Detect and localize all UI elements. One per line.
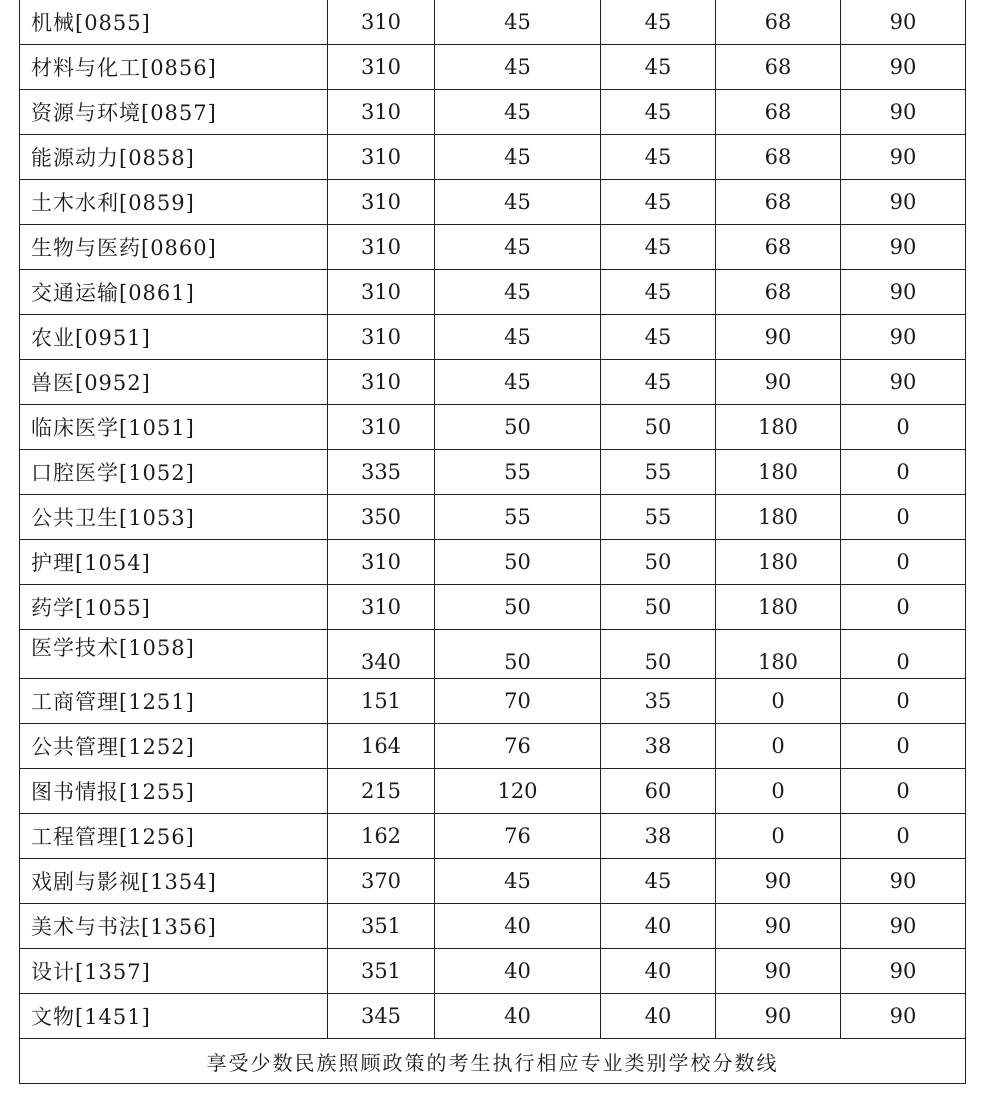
score-cell-3: 90 xyxy=(716,994,841,1039)
score-cell-1: 45 xyxy=(435,180,601,225)
score-cell-1: 45 xyxy=(435,45,601,90)
subject-name-cell: 机械[0855] xyxy=(20,0,328,45)
table-row xyxy=(20,495,966,540)
score-cell-4: 90 xyxy=(841,0,966,45)
table-row xyxy=(20,180,966,225)
total-score-cell: 310 xyxy=(328,315,435,360)
score-cell-1: 45 xyxy=(435,225,601,270)
score-cell-2: 55 xyxy=(601,450,716,495)
table-row xyxy=(20,270,966,315)
score-cell-1: 50 xyxy=(435,630,601,679)
score-cell-1: 50 xyxy=(435,585,601,630)
table-row xyxy=(20,360,966,405)
score-cell-1: 50 xyxy=(435,405,601,450)
total-score-cell: 215 xyxy=(328,769,435,814)
score-cell-4: 90 xyxy=(841,135,966,180)
subject-name-cell: 公共管理[1252] xyxy=(20,724,328,769)
score-cell-3: 90 xyxy=(716,859,841,904)
subject-name-cell: 药学[1055] xyxy=(20,585,328,630)
total-score-cell: 310 xyxy=(328,405,435,450)
score-cell-4: 90 xyxy=(841,315,966,360)
table-row xyxy=(20,0,966,45)
score-cell-2: 40 xyxy=(601,904,716,949)
score-cell-2: 50 xyxy=(601,405,716,450)
score-cell-4: 0 xyxy=(841,405,966,450)
score-cell-1: 45 xyxy=(435,270,601,315)
score-cell-3: 68 xyxy=(716,135,841,180)
total-score-cell: 351 xyxy=(328,904,435,949)
score-cell-1: 45 xyxy=(435,859,601,904)
score-cell-4: 90 xyxy=(841,360,966,405)
score-cell-3: 90 xyxy=(716,360,841,405)
table-row xyxy=(20,814,966,859)
score-cell-1: 40 xyxy=(435,904,601,949)
score-cell-3: 0 xyxy=(716,769,841,814)
score-cell-3: 180 xyxy=(716,540,841,585)
score-cell-3: 180 xyxy=(716,585,841,630)
score-cell-3: 90 xyxy=(716,949,841,994)
subject-name-cell: 土木水利[0859] xyxy=(20,180,328,225)
score-cell-3: 0 xyxy=(716,724,841,769)
score-cell-2: 45 xyxy=(601,135,716,180)
table-row xyxy=(20,315,966,360)
score-cell-1: 45 xyxy=(435,315,601,360)
score-cell-1: 40 xyxy=(435,949,601,994)
table-row xyxy=(20,994,966,1039)
score-cell-3: 180 xyxy=(716,450,841,495)
score-cell-4: 90 xyxy=(841,45,966,90)
subject-name-cell: 交通运输[0861] xyxy=(20,270,328,315)
score-cell-4: 0 xyxy=(841,585,966,630)
table-row xyxy=(20,585,966,630)
subject-name-cell: 临床医学[1051] xyxy=(20,405,328,450)
total-score-cell: 310 xyxy=(328,360,435,405)
score-cell-2: 50 xyxy=(601,585,716,630)
table-row xyxy=(20,450,966,495)
table-row xyxy=(20,769,966,814)
score-cell-2: 45 xyxy=(601,45,716,90)
score-cell-4: 0 xyxy=(841,540,966,585)
score-cell-1: 45 xyxy=(435,90,601,135)
score-cell-4: 90 xyxy=(841,859,966,904)
subject-name-cell: 农业[0951] xyxy=(20,315,328,360)
score-cell-4: 90 xyxy=(841,994,966,1039)
total-score-cell: 370 xyxy=(328,859,435,904)
table-row xyxy=(20,724,966,769)
score-cell-3: 0 xyxy=(716,679,841,724)
score-cell-2: 45 xyxy=(601,90,716,135)
score-cell-1: 45 xyxy=(435,360,601,405)
subject-name-cell: 医学技术[1058] xyxy=(20,630,328,679)
total-score-cell: 310 xyxy=(328,270,435,315)
score-cell-3: 68 xyxy=(716,180,841,225)
total-score-cell: 340 xyxy=(328,630,435,679)
subject-name-cell: 美术与书法[1356] xyxy=(20,904,328,949)
total-score-cell: 310 xyxy=(328,225,435,270)
score-cell-2: 45 xyxy=(601,225,716,270)
score-cell-1: 120 xyxy=(435,769,601,814)
score-cell-3: 180 xyxy=(716,495,841,540)
total-score-cell: 310 xyxy=(328,540,435,585)
score-cell-2: 45 xyxy=(601,360,716,405)
total-score-cell: 310 xyxy=(328,180,435,225)
score-table xyxy=(19,0,966,1084)
subject-name-cell: 公共卫生[1053] xyxy=(20,495,328,540)
table-row xyxy=(20,90,966,135)
total-score-cell: 351 xyxy=(328,949,435,994)
score-cell-4: 90 xyxy=(841,270,966,315)
score-cell-4: 90 xyxy=(841,949,966,994)
score-cell-2: 60 xyxy=(601,769,716,814)
score-cell-1: 76 xyxy=(435,814,601,859)
total-score-cell: 335 xyxy=(328,450,435,495)
table-row xyxy=(20,859,966,904)
table-row xyxy=(20,45,966,90)
score-cell-1: 70 xyxy=(435,679,601,724)
subject-name-cell: 材料与化工[0856] xyxy=(20,45,328,90)
subject-name-cell: 资源与环境[0857] xyxy=(20,90,328,135)
score-cell-4: 90 xyxy=(841,225,966,270)
score-cell-4: 90 xyxy=(841,180,966,225)
score-cell-2: 55 xyxy=(601,495,716,540)
score-cell-1: 55 xyxy=(435,450,601,495)
table-row xyxy=(20,949,966,994)
score-cell-2: 45 xyxy=(601,315,716,360)
total-score-cell: 310 xyxy=(328,135,435,180)
total-score-cell: 310 xyxy=(328,45,435,90)
score-cell-3: 68 xyxy=(716,45,841,90)
total-score-cell: 151 xyxy=(328,679,435,724)
note-row xyxy=(20,1039,966,1084)
total-score-cell: 164 xyxy=(328,724,435,769)
score-cell-4: 0 xyxy=(841,724,966,769)
score-cell-3: 180 xyxy=(716,405,841,450)
score-cell-2: 50 xyxy=(601,630,716,679)
score-cell-4: 0 xyxy=(841,814,966,859)
subject-name-cell: 兽医[0952] xyxy=(20,360,328,405)
total-score-cell: 310 xyxy=(328,585,435,630)
score-cell-2: 35 xyxy=(601,679,716,724)
total-score-cell: 350 xyxy=(328,495,435,540)
score-cell-4: 0 xyxy=(841,769,966,814)
score-cell-2: 40 xyxy=(601,994,716,1039)
subject-name-cell: 口腔医学[1052] xyxy=(20,450,328,495)
subject-name-cell: 护理[1054] xyxy=(20,540,328,585)
score-cell-3: 90 xyxy=(716,904,841,949)
policy-note: 享受少数民族照顾政策的考生执行相应专业类别学校分数线 xyxy=(20,1039,966,1084)
score-cell-4: 90 xyxy=(841,904,966,949)
score-cell-4: 0 xyxy=(841,495,966,540)
subject-name-cell: 工商管理[1251] xyxy=(20,679,328,724)
score-cell-2: 45 xyxy=(601,270,716,315)
total-score-cell: 162 xyxy=(328,814,435,859)
score-cell-1: 76 xyxy=(435,724,601,769)
subject-name-cell: 能源动力[0858] xyxy=(20,135,328,180)
score-cell-3: 90 xyxy=(716,315,841,360)
subject-name-cell: 图书情报[1255] xyxy=(20,769,328,814)
score-cell-2: 45 xyxy=(601,0,716,45)
score-cell-2: 45 xyxy=(601,859,716,904)
score-cell-4: 90 xyxy=(841,90,966,135)
subject-name-cell: 戏剧与影视[1354] xyxy=(20,859,328,904)
score-cell-1: 45 xyxy=(435,135,601,180)
score-cell-4: 0 xyxy=(841,630,966,679)
total-score-cell: 345 xyxy=(328,994,435,1039)
score-cell-4: 0 xyxy=(841,450,966,495)
table-row xyxy=(20,225,966,270)
subject-name-cell: 文物[1451] xyxy=(20,994,328,1039)
score-cell-2: 38 xyxy=(601,724,716,769)
score-cell-3: 68 xyxy=(716,0,841,45)
score-cell-3: 180 xyxy=(716,630,841,679)
table-row xyxy=(20,135,966,180)
score-cell-1: 55 xyxy=(435,495,601,540)
table-row xyxy=(20,904,966,949)
score-cell-2: 40 xyxy=(601,949,716,994)
score-cell-3: 68 xyxy=(716,90,841,135)
total-score-cell: 310 xyxy=(328,0,435,45)
table-row xyxy=(20,679,966,724)
table-row xyxy=(20,540,966,585)
subject-name-cell: 工程管理[1256] xyxy=(20,814,328,859)
score-cell-1: 40 xyxy=(435,994,601,1039)
table-row xyxy=(20,630,966,679)
score-cell-1: 45 xyxy=(435,0,601,45)
table-row xyxy=(20,405,966,450)
score-cell-3: 68 xyxy=(716,225,841,270)
score-cell-2: 50 xyxy=(601,540,716,585)
score-cell-3: 0 xyxy=(716,814,841,859)
table-body xyxy=(20,0,966,1039)
subject-name-cell: 设计[1357] xyxy=(20,949,328,994)
score-cell-3: 68 xyxy=(716,270,841,315)
score-cell-2: 38 xyxy=(601,814,716,859)
total-score-cell: 310 xyxy=(328,90,435,135)
score-cell-4: 0 xyxy=(841,679,966,724)
score-cell-2: 45 xyxy=(601,180,716,225)
subject-name-cell: 生物与医药[0860] xyxy=(20,225,328,270)
score-cell-1: 50 xyxy=(435,540,601,585)
